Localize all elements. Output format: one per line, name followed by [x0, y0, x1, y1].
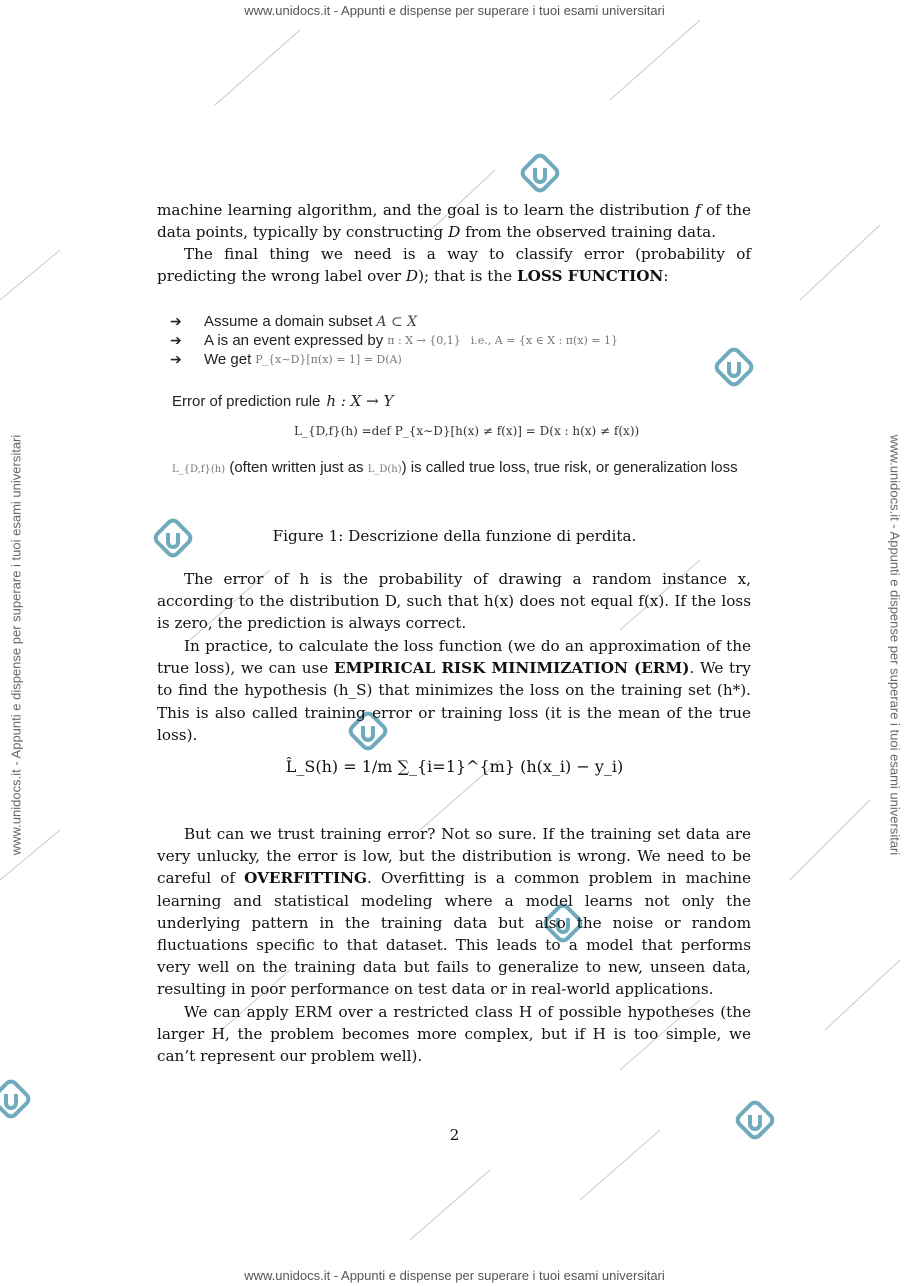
intro-paragraph: machine learning algorithm, and the goal is to learn the distribution f of the data points, typically by constructing D from the observed training data. [157, 201, 751, 242]
error-paragraph: The error of h is the probability of drawing a random instance x, according to the distribution D, such that h(x) does not equal f(x). If the loss is zero, the prediction is always correct. [157, 570, 751, 633]
loss-function-term: LOSS FUNCTION [517, 267, 664, 286]
loss-equation: L_{D,f}(h) =def P_{x∼D}[h(x) ≠ f(x)] = D(x : h(x) ≠ f(x)) [294, 424, 640, 438]
page-number: 2 [449, 1126, 460, 1144]
overfitting-term: OVERFITTING [244, 869, 367, 888]
arrow-icon: ➔ [170, 351, 182, 367]
erm-term: EMPIRICAL RISK MINIMIZATION (ERM) [334, 659, 690, 678]
bullet-item: ➔ Assume a domain subset A ⊂ X [170, 313, 418, 330]
erm-equation: L̂_S(h) = 1/m ∑_{i=1}^{m} (h(x_i) − y_i) [285, 757, 624, 776]
watermark-left: www.unidocs.it - Appunti e dispense per superare i tuoi esami universitari [8, 434, 24, 856]
bullet-item: ➔ A is an event expressed by π : X → {0,1} i.e., A = {x ∈ X : π(x) = 1} [170, 332, 619, 349]
arrow-icon: ➔ [170, 313, 182, 329]
true-loss-text: L_{D,f}(h) (often written just as L_D(h)) is called true loss, true risk, or generalization loss [172, 459, 738, 476]
watermark-right: www.unidocs.it - Appunti e dispense per superare i tuoi esami universitari [887, 434, 903, 856]
erm-paragraph: In practice, to calculate the loss function (we do an approximation of the true loss), we can use EMPIRICAL RISK MINIMIZATION (ERM). We try to find the hypothesis (h_S) that minimizes the loss on the training set (h*). This is also called training error or training loss (it is the mean of the true loss). [157, 637, 751, 744]
error-prediction-rule: Error of prediction rule h : X → Y [172, 392, 394, 410]
overfitting-paragraph: But can we trust training error? Not so sure. If the training set data are very unlucky, the error is low, but the distribution is wrong. We need to be careful of OVERFITTING. Overfitting is a common problem in machine learning and statistical modeling where a model learns not only the underlying pattern in the training data but also the noise or random fluctuations specific to that dataset. This leads to a model that performs very well on the training data but fails to generalize to new, unseen data, resulting in poor performance on test data or in real-world applications. [157, 825, 751, 999]
watermark-top: www.unidocs.it - Appunti e dispense per superare i tuoi esami universitari [244, 3, 665, 18]
arrow-icon: ➔ [170, 332, 182, 348]
apply-erm-paragraph: We can apply ERM over a restricted class H of possible hypotheses (the larger H, the problem becomes more complex, but if H is too simple, we can’t represent our problem well). [157, 1003, 751, 1066]
figure-bullets [170, 312, 730, 369]
loss-function-paragraph: The final thing we need is a way to classify error (probability of predicting the wrong label over D); that is the LOSS FUNCTION: [157, 245, 751, 286]
watermark-bottom: www.unidocs.it - Appunti e dispense per superare i tuoi esami universitari [244, 1268, 665, 1283]
figure-caption: Figure 1: Descrizione della funzione di perdita. [272, 527, 637, 545]
bullet-item: ➔ We get P_{x∼D}[π(x) = 1] = D(A) [170, 351, 402, 368]
